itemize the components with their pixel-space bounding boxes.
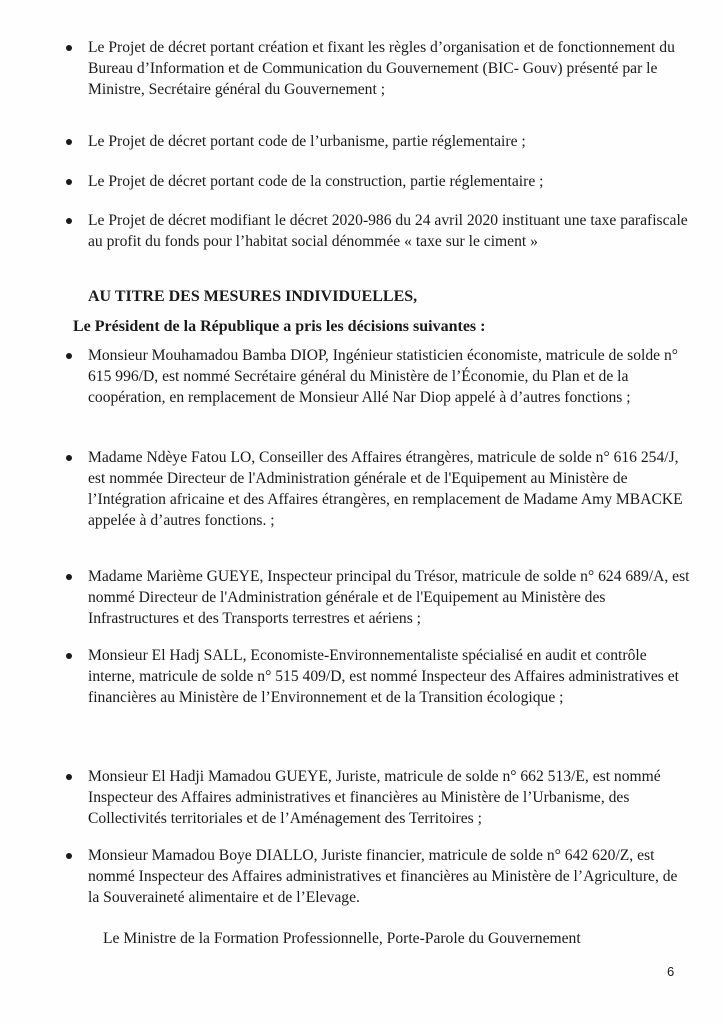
appointment-text: Monsieur El Hadji Mamadou GUEYE, Juriste, matricule de solde n° 662 513/E, est nommé Inspecteur des Affaires administratives et financières au Ministère de l’Urbanisme, des Collectivités territoriales et de l’Aménagement des Territoires ; (88, 768, 661, 827)
section-subheading: Le Président de la République a pris les décisions suivantes : (73, 318, 486, 335)
decree-text: Le Projet de décret portant code de la construction, partie réglementaire ; (88, 173, 544, 190)
appointment-item (62, 566, 692, 629)
decree-item (62, 171, 692, 192)
appointment-text: Monsieur Mouhamadou Bamba DIOP, Ingénieur statisticien économiste, matricule de solde n° 615 996/D, est nommé Secrétaire général du Ministère de l’Économie, du Plan et de la coopération, en remplacement de Monsieur Allé Nar Diop appelé à d’autres fonctions ; (88, 347, 679, 406)
decree-item (62, 37, 692, 100)
appointment-text: Monsieur Mamadou Boye DIALLO, Juriste financier, matricule de solde n° 642 620/Z, est nommé Inspecteur des Affaires administratives et financières au Ministère de l’Agriculture, de la Souveraineté alimentaire et de l’Elevage. (88, 847, 678, 906)
appointment-text: Madame Ndèye Fatou LO, Conseiller des Affaires étrangères, matricule de solde n° 616 254/J, est nommée Directeur de l'Administration générale et de l'Equipement au Ministère de l’Intégration africaine et des Affaires étrangères, en remplacement de Madame Amy MBACKE appelée à d’autres fonctions. ; (88, 449, 683, 529)
appointment-text: Monsieur El Hadj SALL, Economiste-Environnementaliste spécialisé en audit et contrôle interne, matricule de solde n° 515 409/D, est nommé Inspecteur des Affaires administratives et financières au Ministère de l’Environnement et de la Transition écologique ; (88, 647, 679, 706)
appointment-item (62, 345, 692, 408)
decree-item (62, 210, 692, 252)
page-number: 6 (667, 964, 675, 979)
appointment-item (62, 766, 692, 829)
decree-text: Le Projet de décret portant création et fixant les règles d’organisation et de fonctionnement du Bureau d’Information et de Communication du Gouvernement (BIC- Gouv) présenté par le Ministre, Secrétaire général du Gouvernement ; (88, 39, 675, 98)
appointment-text: Madame Marième GUEYE, Inspecteur principal du Trésor, matricule de solde n° 624 689/A, est nommé Directeur de l'Administration générale et de l'Equipement au Ministère des Infrastructures et des Transports terrestres et aériens ; (88, 568, 690, 627)
signature-line: Le Ministre de la Formation Professionnelle, Porte-Parole du Gouvernement (103, 930, 581, 947)
section-heading: AU TITRE DES MESURES INDIVIDUELLES, (88, 288, 418, 305)
appointment-item (62, 845, 692, 908)
decree-item (62, 131, 692, 152)
appointment-item (62, 645, 692, 708)
decree-text: Le Projet de décret modifiant le décret 2020-986 du 24 avril 2020 instituant une taxe parafiscale au profit du fonds pour l’habitat social dénommée « taxe sur le ciment » (88, 212, 688, 250)
decree-text: Le Projet de décret portant code de l’urbanisme, partie réglementaire ; (88, 133, 526, 150)
appointment-item (62, 447, 692, 531)
